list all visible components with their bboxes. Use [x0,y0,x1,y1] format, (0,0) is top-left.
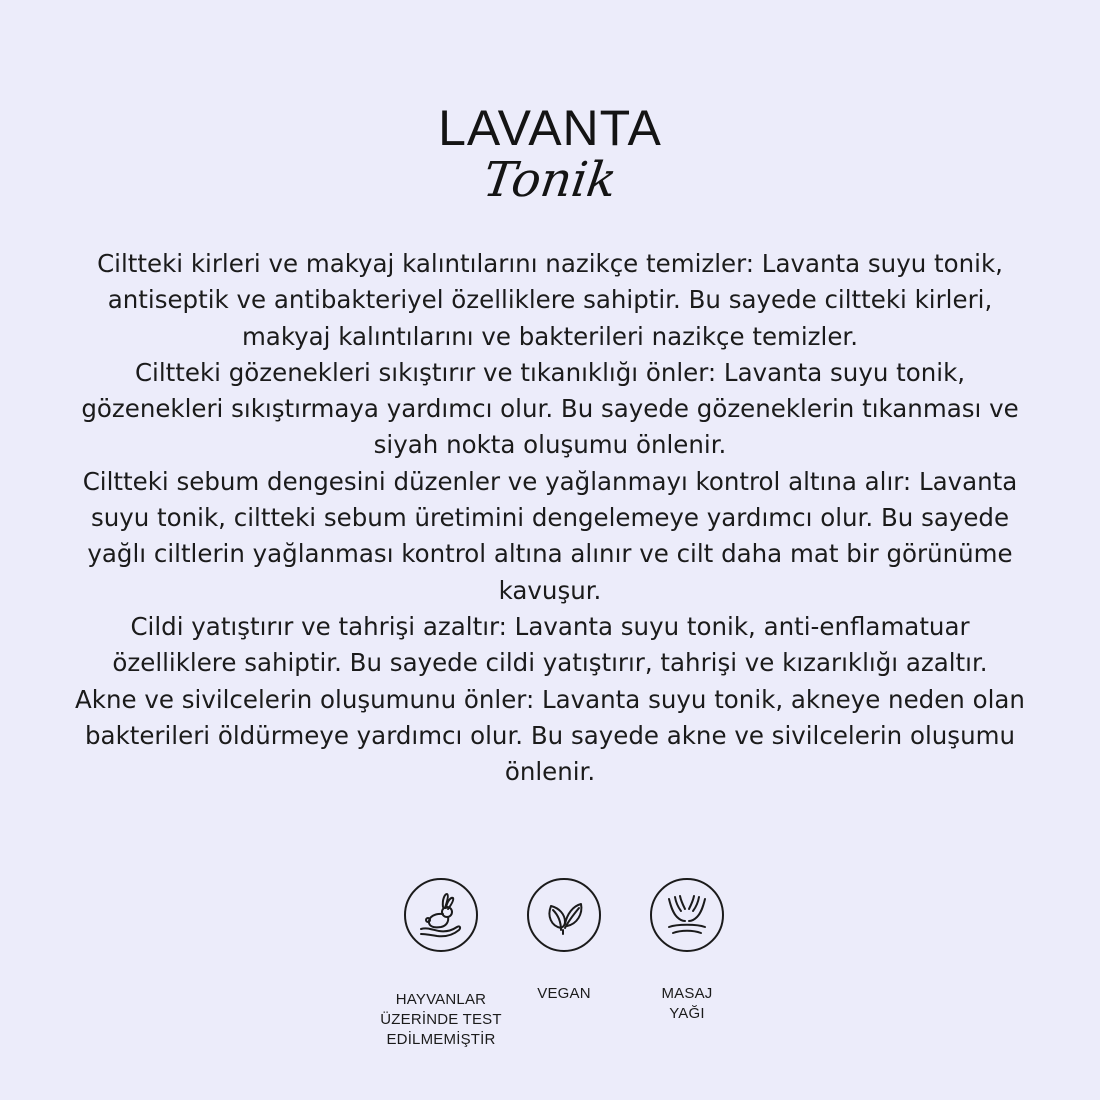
badge-label-massage-oil: MASAJ YAĞI [661,985,713,1022]
paragraph-cleansing: Ciltteki kirleri ve makyaj kalıntılarını nazikçe temizler: Lavanta suyu tonik, antiseptik ve antibakteriyel özelliklere sahiptir. Bu sayede ciltteki kirleri, makyaj kalıntılarını ve bakterileri nazikçe temizler. [97,249,1003,351]
rabbit-hand-icon [404,878,478,952]
product-subtitle: Tonik [479,152,621,208]
feature-badges [0,878,1100,1078]
paragraph-pores: Ciltteki gözenekleri sıkıştırır ve tıkanıklığı önler: Lavanta suyu tonik, gözenekleri sıkıştırmaya yardımcı olur. Bu sayede gözeneklerin tıkanması ve siyah nokta oluşumu önlenir. [81,357,1019,460]
badge-massage-oil [597,878,777,1024]
badge-label-cruelty-free: HAYVANLAR ÜZERİNDE TEST EDİLMEMİŞTİR [380,991,502,1048]
paragraph-soothing: Cildi yatıştırır ve tahrişi azaltır: Lavanta suyu tonik, anti-enflamatuar özelliklere sahiptir. Bu sayede cildi yatıştırır, tahrişi ve kızarıklığı azaltır. [112,611,988,678]
description [70,246,1030,790]
badge-label-vegan: VEGAN [537,985,591,1002]
product-title: LAVANTA [438,100,662,156]
paragraph-acne: Akne ve sivilcelerin oluşumunu önler: Lavanta suyu tonik, akneye neden olan bakterileri öldürmeye yardımcı olur. Bu sayede akne ve sivilcelerin oluşumu önlenir. [75,684,1025,787]
paragraph-sebum: Ciltteki sebum dengesini düzenler ve yağlanmayı kontrol altına alır: Lavanta suyu tonik, ciltteki sebum üretimini dengelemeye yardımcı olur. Bu sayede yağlı ciltlerin yağlanması kontrol altına alınır ve cilt daha mat bir görünüme kavuşur. [82,466,1018,605]
massage-hands-icon [650,878,724,952]
leaf-icon [527,878,601,952]
